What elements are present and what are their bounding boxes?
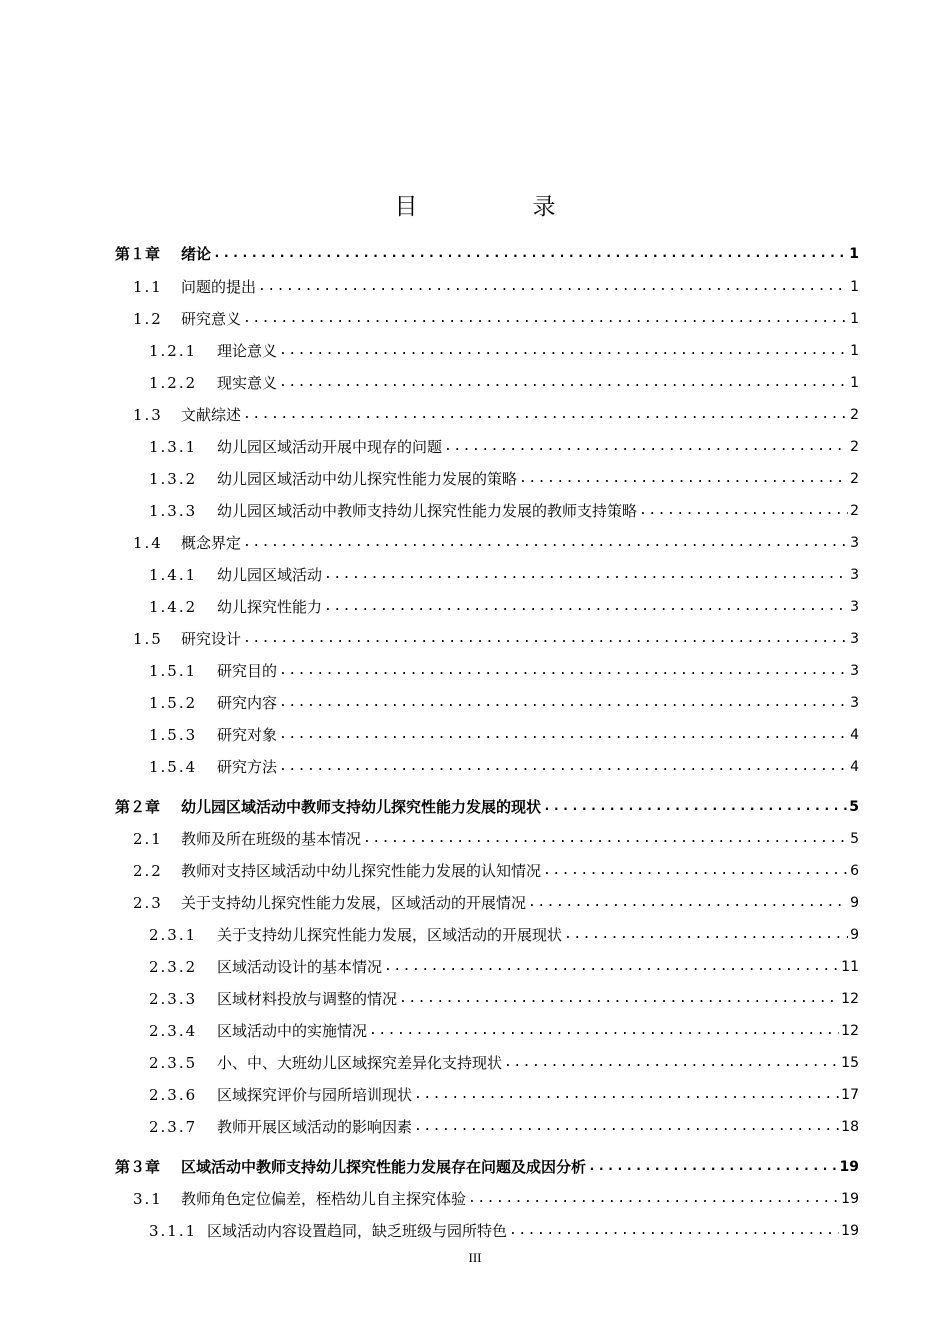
toc-entry-number: 2.3.5 [149, 1054, 198, 1072]
page-number-footer: III [468, 1250, 482, 1265]
toc-entry-title: 教师及所在班级的基本情况 [181, 830, 362, 848]
toc-entry-page: 3 [850, 695, 859, 711]
toc-entry-number: 1.1 [133, 278, 163, 296]
toc-entry-number: 2.3.2 [149, 958, 198, 976]
toc-entry-page: 9 [850, 895, 859, 911]
toc-entry-page: 1 [850, 279, 859, 295]
toc-entry-title: 幼儿园区域活动中教师支持幼儿探究性能力发展的现状 [181, 798, 542, 816]
toc-entry-title: 区域探究评价与园所培训现状 [217, 1086, 413, 1104]
toc-leader-dots [369, 1022, 839, 1040]
toc-entry-title: 绪论 [181, 245, 212, 263]
toc-entry-title: 区域活动中教师支持幼儿探究性能力发展存在问题及成因分析 [181, 1158, 587, 1176]
toc-entry-page: 19 [841, 1223, 859, 1239]
toc-entry[interactable] [149, 432, 859, 456]
toc-entry-number: 1.3.1 [149, 438, 198, 456]
toc-entry-page: 5 [849, 799, 859, 815]
toc-entry[interactable] [133, 888, 859, 912]
toc-entry[interactable] [149, 1112, 859, 1136]
toc-leader-dots [509, 1222, 839, 1240]
toc-entry[interactable] [133, 824, 859, 848]
toc-leader-dots [279, 726, 848, 744]
toc-entry-page: 3 [850, 663, 859, 679]
toc-entry-page: 1 [850, 375, 859, 391]
page-title: 目 录 [394, 194, 602, 220]
toc-entry-page: 1 [849, 246, 859, 262]
toc-leader-dots [543, 862, 848, 880]
toc-entry[interactable] [149, 656, 859, 680]
toc-entry-title: 区域活动设计的基本情况 [217, 958, 383, 976]
toc-chapter-entry[interactable] [115, 1152, 859, 1176]
toc-entry-number: 第１章 [115, 245, 161, 263]
toc-entry-title: 幼儿探究性能力 [217, 598, 323, 616]
toc-entry[interactable] [133, 856, 859, 880]
toc-leader-dots [279, 694, 848, 712]
toc-entry-page: 2 [850, 439, 859, 455]
toc-entry-title: 区域材料投放与调整的情况 [217, 990, 398, 1008]
toc-entry[interactable] [149, 688, 859, 712]
toc-entry-number: 2.2 [133, 862, 163, 880]
toc-leader-dots [279, 342, 848, 360]
toc-leader-dots [528, 894, 848, 912]
toc-entry[interactable] [133, 400, 859, 424]
toc-entry-number: 1.5.3 [149, 726, 198, 744]
toc-entry-title: 幼儿园区域活动中幼儿探究性能力发展的策略 [217, 470, 518, 488]
toc-leader-dots [399, 990, 839, 1008]
toc-entry-number: 第３章 [115, 1158, 161, 1176]
toc-leader-dots [324, 566, 848, 584]
toc-entry-title: 教师开展区域活动的影响因素 [217, 1118, 413, 1136]
toc-leader-dots [243, 534, 848, 552]
toc-chapter-entry[interactable] [115, 239, 859, 263]
toc-leader-dots [639, 502, 848, 520]
toc-leader-dots [588, 1158, 838, 1176]
toc-leader-dots [258, 278, 848, 296]
toc-leader-dots [444, 438, 848, 456]
toc-entry-page: 19 [841, 1191, 859, 1207]
toc-entry-page: 19 [839, 1159, 859, 1175]
toc-entry-page: 2 [850, 407, 859, 423]
toc-leader-dots [468, 1190, 839, 1208]
toc-leader-dots [384, 958, 839, 976]
toc-entry[interactable] [149, 1080, 859, 1104]
toc-entry-title: 问题的提出 [181, 278, 257, 296]
toc-entry-number: 1.4.1 [149, 566, 198, 584]
toc-entry-number: 1.4 [133, 534, 163, 552]
toc-entry-page: 3 [850, 567, 859, 583]
toc-entry-page: 4 [850, 759, 859, 775]
toc-entry-page: 12 [841, 991, 859, 1007]
toc-entry-number: 3.1.1 [149, 1222, 198, 1240]
toc-entry-title: 现实意义 [217, 374, 278, 392]
toc-entry-title: 研究意义 [181, 310, 242, 328]
toc-entry[interactable] [133, 1184, 859, 1208]
toc-entry-page: 3 [850, 631, 859, 647]
toc-leader-dots [543, 798, 847, 816]
toc-entry-number: 1.5.2 [149, 694, 198, 712]
toc-entry[interactable] [149, 368, 859, 392]
toc-entry-number: 1.5.4 [149, 758, 198, 776]
toc-leader-dots [519, 470, 848, 488]
toc-entry-number: 1.5 [133, 630, 163, 648]
toc-entry-title: 研究对象 [217, 726, 278, 744]
toc-entry-title: 研究目的 [217, 662, 278, 680]
toc-leader-dots [363, 830, 848, 848]
toc-chapter-entry[interactable] [115, 792, 859, 816]
toc-entry-title: 研究设计 [181, 630, 242, 648]
toc-entry[interactable] [149, 1216, 859, 1240]
toc-entry-page: 3 [850, 599, 859, 615]
toc-entry[interactable] [133, 528, 859, 552]
toc-entry-number: 2.3.3 [149, 990, 198, 1008]
toc-entry-page: 2 [850, 471, 859, 487]
toc-entry-number: 第２章 [115, 798, 161, 816]
toc-entry-title: 教师角色定位偏差，桎梏幼儿自主探究体验 [181, 1190, 467, 1208]
toc-entry[interactable] [149, 496, 859, 520]
toc-entry-number: 1.5.1 [149, 662, 198, 680]
toc-leader-dots [414, 1086, 839, 1104]
toc-entry-page: 2 [850, 503, 859, 519]
toc-entry-number: 2.3 [133, 894, 163, 912]
toc-entry-title: 区域活动中的实施情况 [217, 1022, 368, 1040]
toc-entry-title: 研究内容 [217, 694, 278, 712]
toc-entry-title: 研究方法 [217, 758, 278, 776]
toc-entry[interactable] [149, 952, 859, 976]
toc-entry-page: 1 [850, 311, 859, 327]
toc-leader-dots [243, 406, 848, 424]
toc-entry-number: 2.3.7 [149, 1118, 198, 1136]
toc-entry[interactable] [149, 464, 859, 488]
toc-entry[interactable] [133, 272, 859, 296]
toc-entry-title: 区域活动内容设置趋同，缺乏班级与园所特色 [207, 1222, 508, 1240]
toc-entry-number: 1.2 [133, 310, 163, 328]
toc-entry-number: 1.3 [133, 406, 163, 424]
toc-leader-dots [213, 245, 847, 263]
toc-entry[interactable] [149, 752, 859, 776]
toc-entry-page: 12 [841, 1023, 859, 1039]
toc-entry-page: 9 [850, 927, 859, 943]
toc-entry-title: 幼儿园区域活动 [217, 566, 323, 584]
toc-entry-number: 2.1 [133, 830, 163, 848]
toc-leader-dots [504, 1054, 839, 1072]
toc-entry-title: 概念界定 [181, 534, 242, 552]
toc-entry-title: 幼儿园区域活动开展中现存的问题 [217, 438, 443, 456]
toc-entry-title: 教师对支持区域活动中幼儿探究性能力发展的认知情况 [181, 862, 542, 880]
toc-entry-title: 理论意义 [217, 342, 278, 360]
toc-entry-number: 2.3.4 [149, 1022, 198, 1040]
toc-entry-title: 关于支持幼儿探究性能力发展，区域活动的开展情况 [181, 894, 527, 912]
toc-entry-title: 文献综述 [181, 406, 242, 424]
toc-leader-dots [414, 1118, 839, 1136]
toc-leader-dots [243, 630, 848, 648]
toc-entry-number: 2.3.1 [149, 926, 198, 944]
toc-leader-dots [279, 758, 848, 776]
toc-entry-number: 1.3.3 [149, 502, 198, 520]
toc-leader-dots [564, 926, 848, 944]
toc-entry[interactable] [149, 920, 859, 944]
toc-entry-number: 2.3.6 [149, 1086, 198, 1104]
toc-entry-page: 5 [850, 831, 859, 847]
toc-entry[interactable] [149, 1016, 859, 1040]
toc-entry[interactable] [149, 560, 859, 584]
toc-entry-page: 4 [850, 727, 859, 743]
toc-entry-page: 15 [841, 1055, 859, 1071]
toc-entry-number: 1.2.2 [149, 374, 198, 392]
toc-entry-title: 小、中、大班幼儿区域探究差异化支持现状 [217, 1054, 503, 1072]
toc-leader-dots [279, 662, 848, 680]
toc-entry-number: 3.1 [133, 1190, 163, 1208]
toc-leader-dots [279, 374, 848, 392]
toc-entry[interactable] [149, 720, 859, 744]
toc-entry[interactable] [149, 984, 859, 1008]
toc-entry-number: 1.4.2 [149, 598, 198, 616]
toc-entry-title: 关于支持幼儿探究性能力发展，区域活动的开展现状 [217, 926, 563, 944]
toc-entry[interactable] [133, 304, 859, 328]
toc-entry[interactable] [149, 1048, 859, 1072]
toc-leader-dots [324, 598, 848, 616]
toc-entry[interactable] [133, 624, 859, 648]
toc-entry-page: 11 [841, 959, 859, 975]
toc-entry-page: 18 [841, 1119, 859, 1135]
toc-entry[interactable] [149, 336, 859, 360]
toc-entry-number: 1.3.2 [149, 470, 198, 488]
toc-entry-page: 3 [850, 535, 859, 551]
toc-entry-number: 1.2.1 [149, 342, 198, 360]
toc-entry-title: 幼儿园区域活动中教师支持幼儿探究性能力发展的教师支持策略 [217, 502, 638, 520]
toc-entry-page: 17 [841, 1087, 859, 1103]
toc-entry-page: 1 [850, 343, 859, 359]
toc-leader-dots [243, 310, 848, 328]
toc-entry-page: 6 [850, 863, 859, 879]
toc-entry[interactable] [149, 592, 859, 616]
